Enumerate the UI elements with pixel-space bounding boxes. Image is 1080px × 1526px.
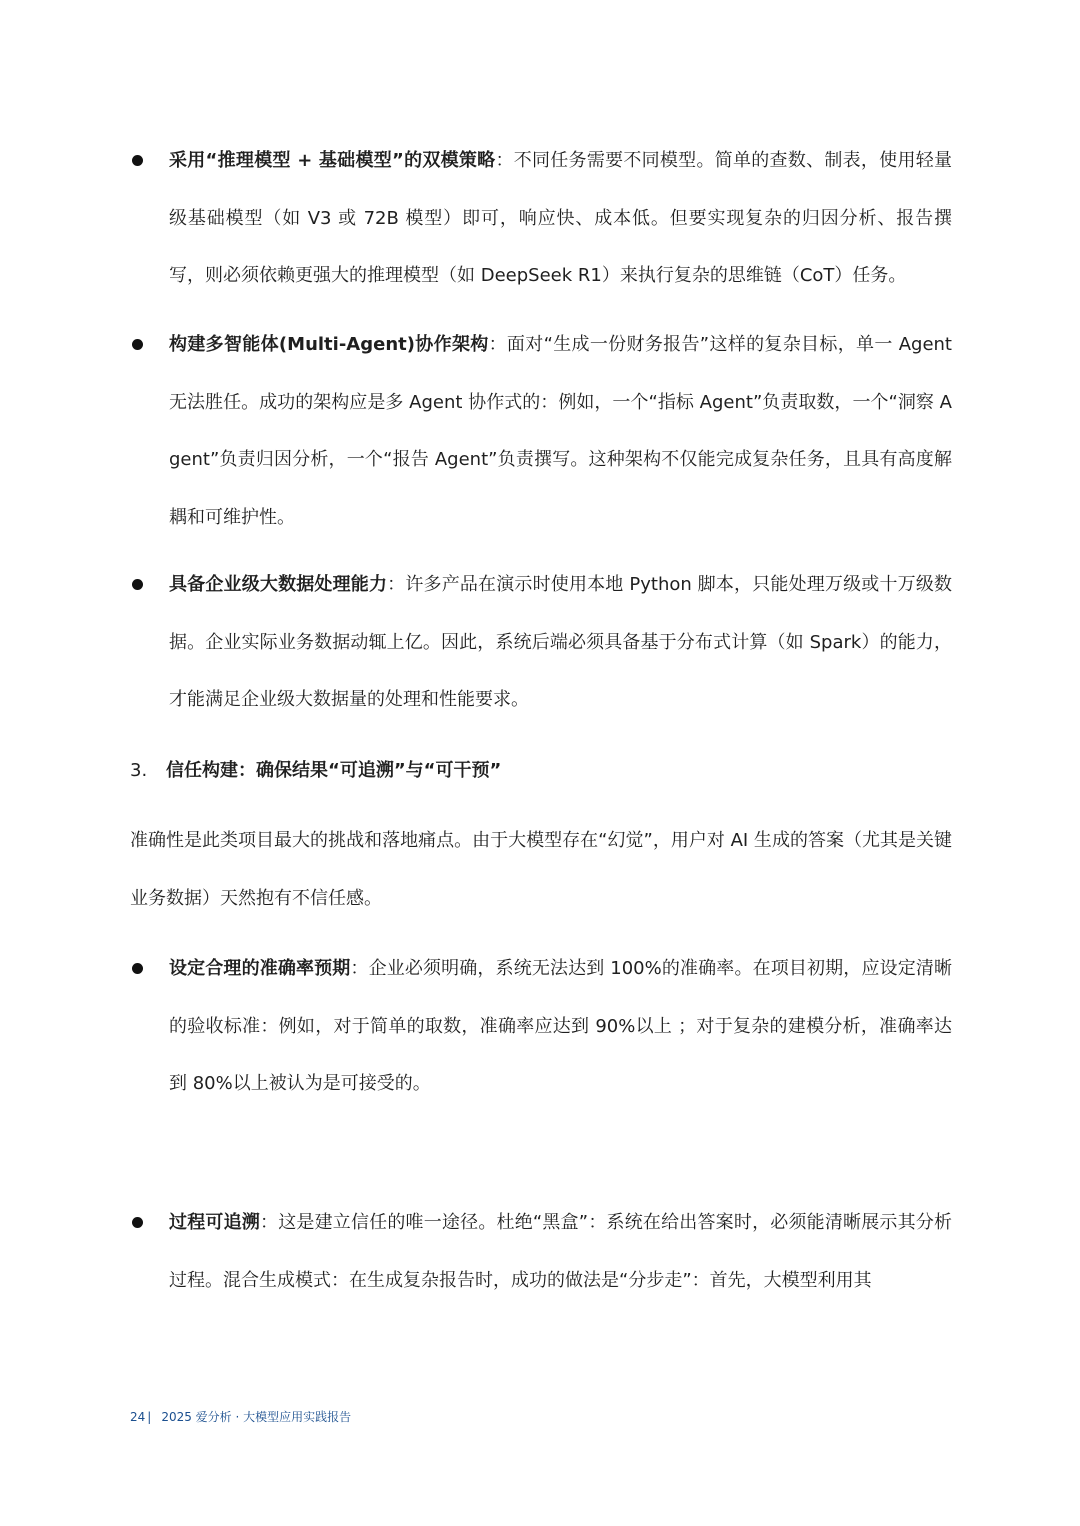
bullet-lead: 设定合理的准确率预期 [169,958,351,979]
bullet-body: 这是建立信任的唯一途径。杜绝“黑盒”：系统在给出答案时，必须能清晰展示其分析过程。混合生成模式：在生成复杂报告时，成功的做法是“分步走”：首先，大模型利用其 [169,1212,953,1291]
bullet-paragraph [169,1194,952,1309]
bullet-lead: 具备企业级大数据处理能力 [169,574,388,595]
bullet-colon: ： [350,958,369,979]
bullet-body: 面对“生成一份财务报告”这样的复杂目标，单一 Agent 无法胜任。成功的架构应是多 Agent 协作式的：例如，一个“指标 Agent”负责取数，一个“洞察 Agent”负责归因分析，一个“报告 Agent”负责撰写。这种架构不仅能完成复杂任务，且具有高度解耦和可维护性。 [169,334,952,528]
report-title: 2025 爱分析 · 大模型应用实践报告 [161,1410,352,1424]
bullet-colon: ： [259,1212,279,1233]
bullet-paragraph [169,132,952,305]
footer-separator: | [147,1410,152,1424]
bullet-lead: 采用“推理模型 + 基础模型”的双模策略 [169,150,496,171]
section-number: 3. [130,760,148,781]
bullet-lead: 过程可追溯 [169,1212,260,1233]
section-heading [130,756,952,786]
bullet-dot-icon [132,339,143,350]
bullet-colon: ： [495,150,514,171]
bullet-paragraph [169,556,952,729]
bullet-body: 许多产品在演示时使用本地 Python 脚本，只能处理万级或十万级数据。企业实际业务数据动辄上亿。因此，系统后端必须具备基于分布式计算（如 Spark）的能力，才能满足企业级大数据量的处理和性能要求。 [169,574,953,710]
bullet-body: 企业必须明确，系统无法达到 100%的准确率。在项目初期，应设定清晰的验收标准：例如，对于简单的取数，准确率应达到 90%以上 ；对于复杂的建模分析，准确率达到 80%以上被认为是可接受的。 [169,958,953,1094]
page-number: 24 [130,1410,146,1424]
bullet-dot-icon [132,1217,143,1228]
bullet-body: 不同任务需要不同模型。简单的查数、制表，使用轻量级基础模型（如 V3 或 72B 模型）即可，响应快、成本低。但要实现复杂的归因分析、报告撰写，则必须依赖更强大的推理模型（如 DeepSeek R1）来执行复杂的思维链（CoT）任务。 [169,150,953,286]
page-footer [130,1408,351,1426]
bullet-dot-icon [132,155,143,166]
bullet-dot-icon [132,579,143,590]
bullet-paragraph [169,316,952,546]
bullet-colon: ： [488,334,507,355]
intro-paragraph: 准确性是此类项目最大的挑战和落地痛点。由于大模型存在“幻觉”，用户对 AI 生成的答案（尤其是关键业务数据）天然抱有不信任感。 [130,830,952,909]
section-title: 信任构建：确保结果“可追溯”与“可干预” [166,760,502,781]
bullet-colon: ： [387,574,406,595]
bullet-dot-icon [132,963,143,974]
bullet-lead: 构建多智能体(Multi-Agent)协作架构 [169,334,489,355]
bullet-paragraph [169,940,952,1113]
